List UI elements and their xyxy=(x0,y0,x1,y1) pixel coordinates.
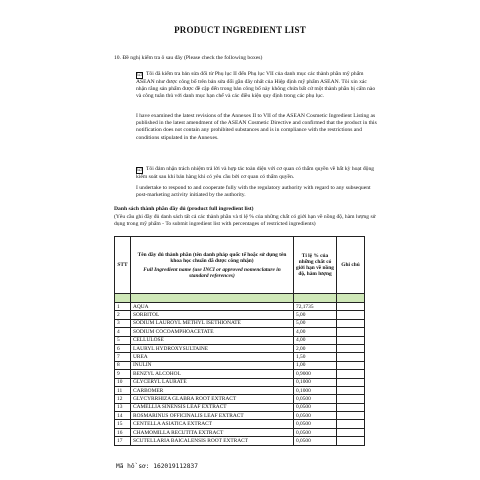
cell-note xyxy=(337,412,365,420)
table-row xyxy=(115,311,365,319)
cell-stt: 3 xyxy=(115,319,131,327)
cell-ingredient-name: SCUTELLARIA BAICALENSIS ROOT EXTRACT xyxy=(131,437,294,445)
declaration-2-vi-text: Tôi đảm nhận trách nhiệm trả lời và hợp tác toàn diện với cơ quan có thẩm quyền về bất kỳ hoạt động kiểm soát sau khi bán hàng khi có yêu cầu bởi cơ quan có thẩm quyền. xyxy=(136,166,375,180)
table-row xyxy=(115,336,365,344)
cell-ingredient-name: SORBITOL xyxy=(131,311,294,319)
cell-percent: 5,00 xyxy=(294,319,337,327)
cell-stt: 4 xyxy=(115,328,131,336)
cell-percent: 2,00 xyxy=(294,344,337,352)
cell-ingredient-name: INULIN xyxy=(131,361,294,369)
cell-percent: 0,0500 xyxy=(294,403,337,411)
header-name xyxy=(131,237,294,294)
cell-ingredient-name: ROSMARINUS OFFICINALIS LEAF EXTRACT xyxy=(131,412,294,420)
cell-percent: 0,0500 xyxy=(294,420,337,428)
cell-percent: 1,00 xyxy=(294,361,337,369)
checkbox-checked-icon[interactable]: ☑ xyxy=(137,168,142,173)
cell-stt: 7 xyxy=(115,353,131,361)
ingredient-list-note: (Yêu cầu ghi đầy đủ danh sách tất cả các thành phần và tỉ lệ % của những chất có giới hạn về nồng độ, hàm lượng sử dụng trong mỹ phẩm - To submit ingredient list with percentages of restricted ingredients) xyxy=(114,214,376,228)
question-10: 10. Đề nghị kiểm tra ô sau đây (Please check the following boxes) xyxy=(114,55,263,61)
cell-ingredient-name: GLYCYRRHIZA GLABRA ROOT EXTRACT xyxy=(131,395,294,403)
table-row xyxy=(115,386,365,394)
table-spacer-row xyxy=(115,294,365,303)
cell-stt: 1 xyxy=(115,303,131,311)
cell-stt: 16 xyxy=(115,428,131,436)
cell-note xyxy=(337,420,365,428)
cell-stt: 5 xyxy=(115,336,131,344)
cell-ingredient-name: CELLULOSE xyxy=(131,336,294,344)
cell-ingredient-name: CAMELLIA SINENSIS LEAF EXTRACT xyxy=(131,403,294,411)
cell-note xyxy=(337,361,365,369)
header-percent: Tỉ lệ % của những chất có giới hạn về nồng độ, hàm lượng xyxy=(294,237,337,294)
table-row xyxy=(115,378,365,386)
cell-note xyxy=(337,395,365,403)
cell-ingredient-name: SODIUM LAUROYL METHYL ISETHIONATE xyxy=(131,319,294,327)
table-row xyxy=(115,403,365,411)
header-note: Ghi chú xyxy=(337,237,365,294)
cell-ingredient-name: CENTELLA ASIATICA EXTRACT xyxy=(131,420,294,428)
cell-note xyxy=(337,319,365,327)
table-row xyxy=(115,319,365,327)
ingredient-table xyxy=(114,236,365,446)
cell-ingredient-name: CHAMOMILLA RECUTITA EXTRACT xyxy=(131,428,294,436)
cell-ingredient-name: SODIUM COCOAMPHOACETATE xyxy=(131,328,294,336)
cell-ingredient-name: AQUA xyxy=(131,303,294,311)
cell-stt: 9 xyxy=(115,370,131,378)
cell-percent: 4,00 xyxy=(294,328,337,336)
cell-stt: 2 xyxy=(115,311,131,319)
cell-note xyxy=(337,428,365,436)
cell-percent: 0,0500 xyxy=(294,437,337,445)
cell-percent: 1,50 xyxy=(294,353,337,361)
cell-percent: 0,0500 xyxy=(294,412,337,420)
cell-stt: 13 xyxy=(115,403,131,411)
cell-stt: 12 xyxy=(115,395,131,403)
cell-note xyxy=(337,311,365,319)
cell-ingredient-name: LAURYL HYDROXYSULTAINE xyxy=(131,344,294,352)
header-stt: STT xyxy=(115,237,131,294)
cell-note xyxy=(337,437,365,445)
declaration-1-en: I have examined the latest revisions of the Annexes II to VII of the ASEAN Cosmetic Ingredient Listing as published in the latest amendment of the ASEAN Cosmetic Directive and confirmed that the product in this notification does not contain any prohibited substances and is in compliance with the restrictions and conditions stipulated in the Annexes. xyxy=(136,113,377,141)
cell-percent: 4,00 xyxy=(294,336,337,344)
table-row xyxy=(115,344,365,352)
cell-note xyxy=(337,386,365,394)
checkbox-checked-icon[interactable]: ☑ xyxy=(137,73,142,78)
table-row xyxy=(115,370,365,378)
cell-stt: 8 xyxy=(115,361,131,369)
cell-ingredient-name: UREA xyxy=(131,353,294,361)
declaration-1-vi xyxy=(136,71,378,101)
cell-ingredient-name: CARBOMER xyxy=(131,386,294,394)
cell-note xyxy=(337,303,365,311)
declaration-2-vi xyxy=(136,166,378,181)
cell-stt: 15 xyxy=(115,420,131,428)
cell-note xyxy=(337,370,365,378)
declaration-1-vi-text: Tôi đã kiểm tra bản sửa đổi từ Phụ lục II đến Phụ lục VII của danh mục các thành phần mỹ phẩm ASEAN như được công bố trên bản sửa đổi gần đây nhất của Hiệp định mỹ phẩm ASEAN. Tôi xin xác nhận rằng sản phẩm được đề cập đến trong bản công bố này không chứa bất cứ một thành phần bị cấm nào và công tuân thủ với danh mục hạn chế và các điều kiện quy định trong các phụ lục. xyxy=(136,71,376,100)
table-row xyxy=(115,361,365,369)
cell-percent: 0,0500 xyxy=(294,395,337,403)
header-name-en: Full Ingredient name (use INCI or approved nomenclature in standard references) xyxy=(143,266,281,279)
cell-note xyxy=(337,378,365,386)
page-title: PRODUCT INGREDIENT LIST xyxy=(174,25,306,35)
table-row xyxy=(115,328,365,336)
cell-ingredient-name: BENZYL ALCOHOL xyxy=(131,370,294,378)
cell-percent: 5,00 xyxy=(294,311,337,319)
declaration-2-en: I undertake to respond to and cooperate fully with the regulatory authority with regard to any subsequent post-marketing activity initiated by the authority. xyxy=(136,185,371,199)
cell-note xyxy=(337,353,365,361)
cell-stt: 6 xyxy=(115,344,131,352)
file-number: Mã hồ sơ: 162019112837 xyxy=(116,463,198,470)
cell-percent: 0,1000 xyxy=(294,378,337,386)
table-row xyxy=(115,412,365,420)
cell-percent: 0,1000 xyxy=(294,386,337,394)
cell-stt: 14 xyxy=(115,412,131,420)
table-row xyxy=(115,395,365,403)
cell-stt: 17 xyxy=(115,437,131,445)
cell-stt: 11 xyxy=(115,386,131,394)
ingredient-list-heading: Danh sách thành phần đầy đủ (product full ingredient list) xyxy=(114,206,254,212)
cell-ingredient-name: GLYCERYL LAURATE xyxy=(131,378,294,386)
cell-note xyxy=(337,336,365,344)
cell-percent: 0,0500 xyxy=(294,428,337,436)
cell-percent: 72,1735 xyxy=(294,303,337,311)
table-row xyxy=(115,437,365,445)
cell-stt: 10 xyxy=(115,378,131,386)
table-header-row xyxy=(115,237,365,294)
cell-percent: 0,9000 xyxy=(294,370,337,378)
table-row xyxy=(115,303,365,311)
header-name-vi: Tên đầy đủ thành phần (tên danh pháp quốc tế hoặc sử dụng tên khoa học chuẩn đã được công nhận) xyxy=(137,251,287,264)
table-row xyxy=(115,428,365,436)
cell-note xyxy=(337,403,365,411)
table-row xyxy=(115,353,365,361)
cell-note xyxy=(337,344,365,352)
cell-note xyxy=(337,328,365,336)
table-row xyxy=(115,420,365,428)
